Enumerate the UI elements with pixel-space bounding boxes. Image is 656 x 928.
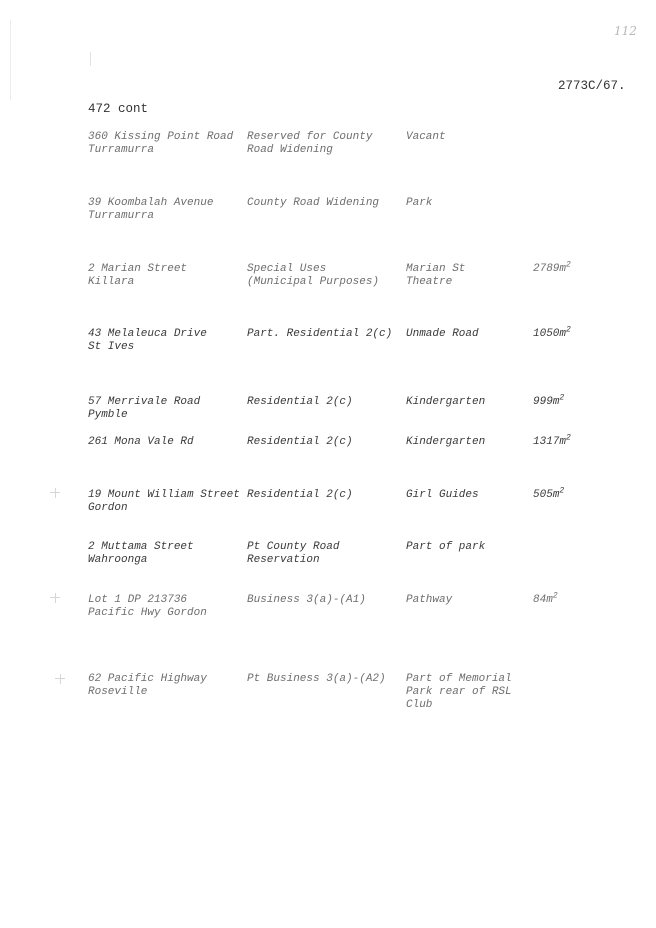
use-cell bbox=[406, 328, 479, 341]
area-cell bbox=[533, 325, 571, 341]
zoning-line: Reserved for County bbox=[247, 131, 373, 143]
address-cell bbox=[88, 436, 194, 449]
use-line: Part of Memorial bbox=[406, 673, 512, 685]
area-unit-superscript: 2 bbox=[566, 260, 571, 270]
address-line: 261 Mona Vale Rd bbox=[88, 436, 194, 448]
area-cell bbox=[533, 486, 565, 502]
area-value: 999m bbox=[533, 396, 560, 408]
zoning-cell bbox=[247, 197, 379, 210]
use-cell bbox=[406, 673, 512, 712]
use-line: Kindergarten bbox=[406, 436, 486, 448]
address-line: Turramurra bbox=[88, 210, 155, 222]
address-line: 19 Mount William Street bbox=[88, 489, 240, 501]
zoning-line: Part. Residential 2(c) bbox=[247, 328, 393, 340]
zoning-line: Special Uses bbox=[247, 263, 327, 275]
area-value: 505m bbox=[533, 489, 560, 501]
area-unit-superscript: 2 bbox=[566, 433, 571, 443]
zoning-cell bbox=[247, 541, 339, 567]
address-cell bbox=[88, 396, 200, 422]
use-cell bbox=[406, 594, 452, 607]
zoning-line: Road Widening bbox=[247, 144, 333, 156]
document-reference: 2773C/67. bbox=[558, 79, 626, 93]
use-line: Club bbox=[406, 699, 433, 711]
zoning-cell bbox=[247, 396, 353, 409]
use-cell bbox=[406, 436, 485, 449]
address-line: Pacific Hwy Gordon bbox=[88, 607, 207, 619]
address-line: Lot 1 DP 213736 bbox=[88, 594, 188, 606]
address-line: 62 Pacific Highway bbox=[88, 673, 207, 685]
zoning-line: Pt County Road bbox=[247, 541, 340, 553]
zoning-cell bbox=[247, 131, 372, 157]
use-cell bbox=[406, 541, 485, 554]
scan-mark bbox=[90, 52, 91, 66]
page-number: 112 bbox=[614, 24, 637, 38]
use-cell bbox=[406, 131, 446, 144]
address-cell bbox=[88, 541, 194, 567]
area-cell bbox=[533, 591, 558, 607]
address-line: 2 Muttama Street bbox=[88, 541, 194, 553]
zoning-line: Business 3(a)-(A1) bbox=[247, 594, 366, 606]
margin-cross-mark bbox=[55, 674, 65, 684]
scan-edge-line bbox=[10, 20, 11, 100]
area-cell bbox=[533, 433, 571, 449]
use-cell bbox=[406, 197, 432, 210]
zoning-line: Residential 2(c) bbox=[247, 396, 353, 408]
zoning-cell bbox=[247, 489, 353, 502]
address-cell bbox=[88, 489, 240, 515]
area-unit-superscript: 2 bbox=[566, 325, 571, 335]
address-line: Roseville bbox=[88, 686, 148, 698]
use-line: Unmade Road bbox=[406, 328, 479, 340]
zoning-line: Residential 2(c) bbox=[247, 436, 353, 448]
area-value: 84m bbox=[533, 594, 553, 606]
zoning-line: Reservation bbox=[247, 554, 320, 566]
area-unit-superscript: 2 bbox=[552, 591, 558, 601]
use-cell bbox=[406, 263, 465, 289]
margin-cross-mark bbox=[50, 488, 60, 498]
zoning-line: Residential 2(c) bbox=[247, 489, 353, 501]
use-line: Girl Guides bbox=[406, 489, 479, 501]
use-line: Part of park bbox=[406, 541, 486, 553]
area-unit-superscript: 2 bbox=[559, 393, 565, 403]
use-line: Kindergarten bbox=[406, 396, 486, 408]
use-cell bbox=[406, 396, 485, 409]
area-value: 2789m bbox=[533, 263, 567, 275]
use-line: Theatre bbox=[406, 276, 453, 288]
address-line: Turramurra bbox=[88, 144, 155, 156]
zoning-cell bbox=[247, 328, 392, 341]
address-line: Pymble bbox=[88, 409, 128, 421]
address-cell bbox=[88, 197, 213, 223]
address-cell bbox=[88, 328, 207, 354]
address-cell bbox=[88, 131, 233, 157]
address-line: Wahroonga bbox=[88, 554, 148, 566]
address-line: 2 Marian Street bbox=[88, 263, 188, 275]
area-cell bbox=[533, 393, 565, 409]
address-line: 360 Kissing Point Road bbox=[88, 131, 234, 143]
address-cell bbox=[88, 263, 187, 289]
zoning-line: County Road Widening bbox=[247, 197, 380, 209]
section-heading: 472 cont bbox=[88, 102, 149, 116]
zoning-line: (Municipal Purposes) bbox=[247, 276, 380, 288]
area-cell bbox=[533, 260, 571, 276]
use-line: Marian St bbox=[406, 263, 466, 275]
address-line: 43 Melaleuca Drive bbox=[88, 328, 207, 340]
zoning-cell bbox=[247, 436, 353, 449]
zoning-cell bbox=[247, 594, 366, 607]
area-unit-superscript: 2 bbox=[559, 486, 565, 496]
address-cell bbox=[88, 673, 207, 699]
area-value: 1050m bbox=[533, 328, 567, 340]
address-line: Gordon bbox=[88, 502, 128, 514]
address-line: 57 Merrivale Road bbox=[88, 396, 201, 408]
zoning-cell bbox=[247, 263, 379, 289]
use-line: Pathway bbox=[406, 594, 453, 606]
use-line: Vacant bbox=[406, 131, 446, 143]
area-value: 1317m bbox=[533, 436, 567, 448]
zoning-cell bbox=[247, 673, 386, 686]
address-line: 39 Koombalah Avenue bbox=[88, 197, 214, 209]
margin-cross-mark bbox=[50, 593, 60, 603]
address-line: St Ives bbox=[88, 341, 135, 353]
use-line: Park rear of RSL bbox=[406, 686, 512, 698]
address-cell bbox=[88, 594, 207, 620]
use-line: Park bbox=[406, 197, 433, 209]
use-cell bbox=[406, 489, 479, 502]
address-line: Killara bbox=[88, 276, 135, 288]
zoning-line: Pt Business 3(a)-(A2) bbox=[247, 673, 386, 685]
